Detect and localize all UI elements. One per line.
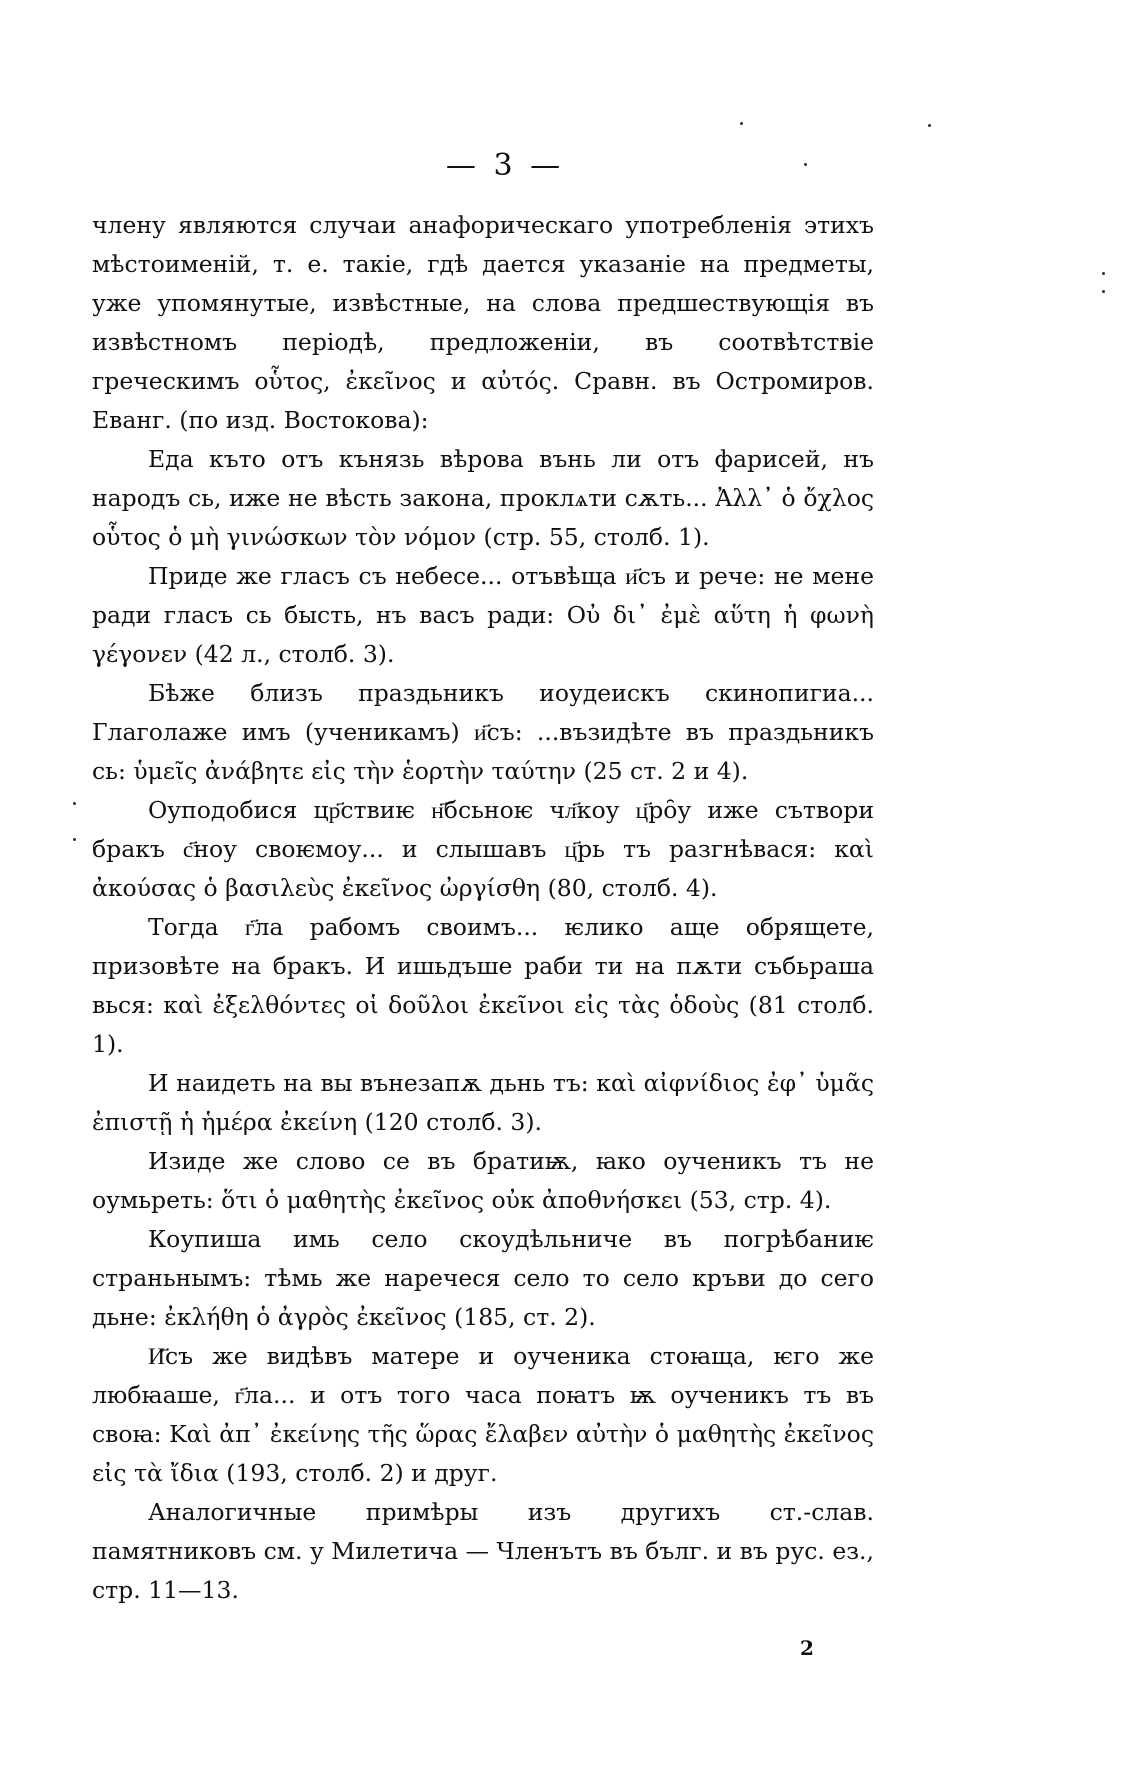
print-speck [928, 124, 931, 127]
paragraph-example-4: Оуподобися цр҃ствиѥ н҃бсьноѥ чл҃коу ц҃ро̑у иже сътвори бракъ с҃ноу своѥмоу... и слышавъ ц҃рь тъ разгнѣвася: καὶ ἀκούσας ὁ βασιλεὺς ἐκεῖνος ὠργίσθη (80, столб. 4). [92, 796, 874, 902]
print-speck [740, 122, 743, 125]
print-speck [1102, 272, 1105, 275]
print-speck [1102, 290, 1105, 293]
paragraph-example-6: И наидеть на вы вънезапѫ дьнь тъ: καὶ αἰφνίδιος ἐφ᾽ ὑμᾶς ἐπιστῇ ἡ ἡμέρα ἐκείνη (120 столб. 3). [92, 1069, 874, 1136]
paragraph-example-7: Изиде же слово се въ братиѭ, ꙗко оученикъ тъ не оумьреть: ὅτι ὁ μαθητὴς ἐκεῖνος οὐκ ἀποθνήσκει (53, стр. 4). [92, 1147, 874, 1214]
print-speck [804, 163, 807, 166]
body-text [92, 206, 874, 1610]
paragraph-example-9: И҃съ же видѣвъ матере и оученика стоꙗща, ѥго же любꙗаше, г҃ла... и отъ того часа поꙗтъ ѭ оученикъ тъ въ своꙗ: Καὶ ἀπ᾽ ἐκείνης τῆς ὥρας ἔλαβεν αὐτὴν ὁ μαθητὴς ἐκεῖνος εἰς τὰ ἴδια (193, столб. 2) и друг. [92, 1342, 874, 1487]
print-speck [73, 802, 76, 805]
paragraph-closing: Аналогичные примѣры изъ другихъ ст.-слав. памятниковъ см. у Милетича — Членътъ въ бълг. и въ рус. ез., стр. 11—13. [92, 1498, 874, 1604]
page-number: — 3 — [445, 148, 565, 183]
paragraph-example-3: Бѣже близъ праздьникъ иоудеискъ скинопигиа... Глаголаже имъ (ученикамъ) и҃съ: ...възидѣте въ праздьникъ сь: ὑμεῖς ἀνάβητε εἰς τὴν ἑορτὴν ταύτην (25 ст. 2 и 4). [92, 679, 874, 785]
printer-signature-mark: 2 [800, 1636, 814, 1660]
print-speck [73, 838, 76, 841]
paragraph-example-1: Еда къто отъ кънязь вѣрова вънь ли отъ фарисей, нъ народъ сь, иже не вѣсть закона, проклѧти сѫть... Ἀλλ᾽ ὁ ὄχλος οὗτος ὁ μὴ γινώσκων τὸν νόμον (стр. 55, столб. 1). [92, 445, 874, 551]
paragraph-example-5: Тогда г҃ла рабомъ своимъ... ѥлико аще обрящете, призовѣте на бракъ. И ишьдъше раби ти на пѫти събьраша вься: καὶ ἐξελθόντες οἱ δοῦλοι ἐκεῖνοι εἰς τὰς ὁδοὺς (81 столб. 1). [92, 913, 874, 1058]
paragraph-intro: члену являются случаи анафорическаго употребленія этихъ мѣстоименій, т. е. такіе, гдѣ дается указаніе на предметы, уже упомянутые, извѣстные, на слова предшествующія въ извѣстномъ періодѣ, предложеніи, въ соотвѣтствіе греческимъ οὗτος, ἐκεῖνος и αὐτός. Сравн. въ Остромиров. Еванг. (по изд. Востокова): [92, 211, 874, 434]
paragraph-example-8: Коупиша имь село скоудѣльниче въ погрѣбаниѥ страньнымъ: тѣмь же наречеся село то село кръви до сего дьне: ἐκλήθη ὁ ἀγρὸς ἐκεῖνος (185, ст. 2). [92, 1225, 874, 1331]
paragraph-example-2: Приде же гласъ съ небесе... отъвѣща и҃съ и рече: не мене ради гласъ сь бысть, нъ васъ ради: Οὐ δι᾽ ἐμὲ αὕτη ἡ φωνὴ γέγονεν (42 л., столб. 3). [92, 562, 874, 668]
